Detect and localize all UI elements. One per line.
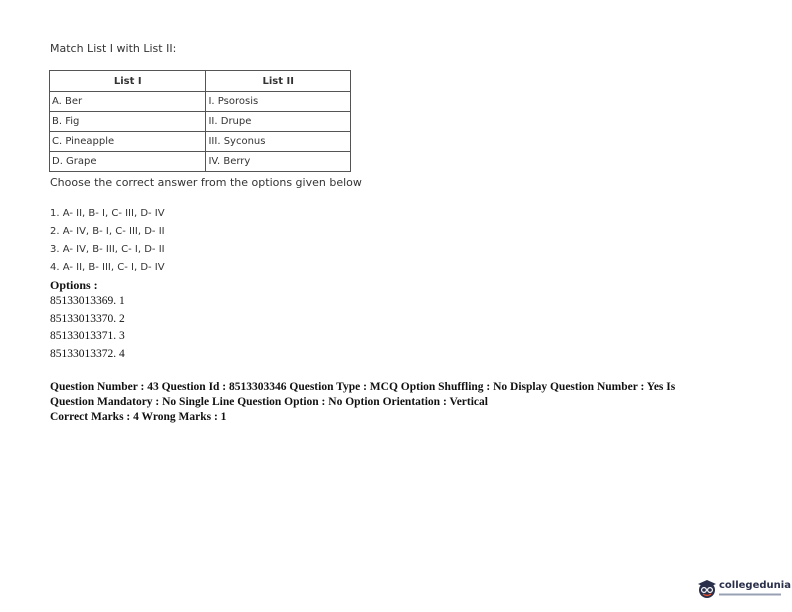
table-row xyxy=(50,92,351,112)
table-header-row xyxy=(50,71,351,92)
list-1-cell: C. Pineapple xyxy=(50,132,206,152)
metadata-line: Question Number : 43 Question Id : 8513303346 Question Type : MCQ Option Shuffling : No Display Question Number : Yes Is xyxy=(50,381,676,393)
answer-choice: 4. A- II, B- III, C- I, D- IV xyxy=(50,262,165,273)
table-row xyxy=(50,112,351,132)
header-list-1: List I xyxy=(50,71,206,92)
answer-choice: 3. A- IV, B- III, C- I, D- II xyxy=(50,244,165,255)
match-table xyxy=(49,70,351,172)
metadata-line: Correct Marks : 4 Wrong Marks : 1 xyxy=(50,411,227,423)
list-2-cell: I. Psorosis xyxy=(206,92,351,112)
option-id: 85133013370. 2 xyxy=(50,312,125,325)
option-id: 85133013369. 1 xyxy=(50,295,125,307)
metadata-line: Question Mandatory : No Single Line Question Option : No Option Orientation : Vertical xyxy=(50,396,488,408)
logo-wordmark: collegedunia xyxy=(719,580,791,591)
list-1-cell: B. Fig xyxy=(50,112,206,132)
table-row xyxy=(50,152,351,172)
graduate-cap-logo-icon xyxy=(697,577,717,599)
instruction-text: Choose the correct answer from the options given below xyxy=(50,176,362,189)
question-metadata xyxy=(50,380,750,425)
answer-choice: 1. A- II, B- I, C- III, D- IV xyxy=(50,208,165,219)
list-1-cell: D. Grape xyxy=(50,152,206,172)
logo-tagline-strip xyxy=(719,593,781,596)
list-2-cell: III. Syconus xyxy=(206,132,351,152)
answer-choice: 2. A- IV, B- I, C- III, D- II xyxy=(50,226,165,237)
question-prompt: Match List I with List II: xyxy=(50,42,177,55)
option-id: 85133013372. 4 xyxy=(50,347,125,360)
table-row xyxy=(50,132,351,152)
list-2-cell: IV. Berry xyxy=(206,152,351,172)
header-list-2: List II xyxy=(206,71,351,92)
list-1-cell: A. Ber xyxy=(50,92,206,112)
list-2-cell: II. Drupe xyxy=(206,112,351,132)
option-id-list xyxy=(50,294,125,364)
options-heading: Options : xyxy=(50,278,98,292)
answer-choices xyxy=(50,206,165,278)
collegedunia-logo xyxy=(697,577,791,599)
option-id: 85133013371. 3 xyxy=(50,330,125,342)
